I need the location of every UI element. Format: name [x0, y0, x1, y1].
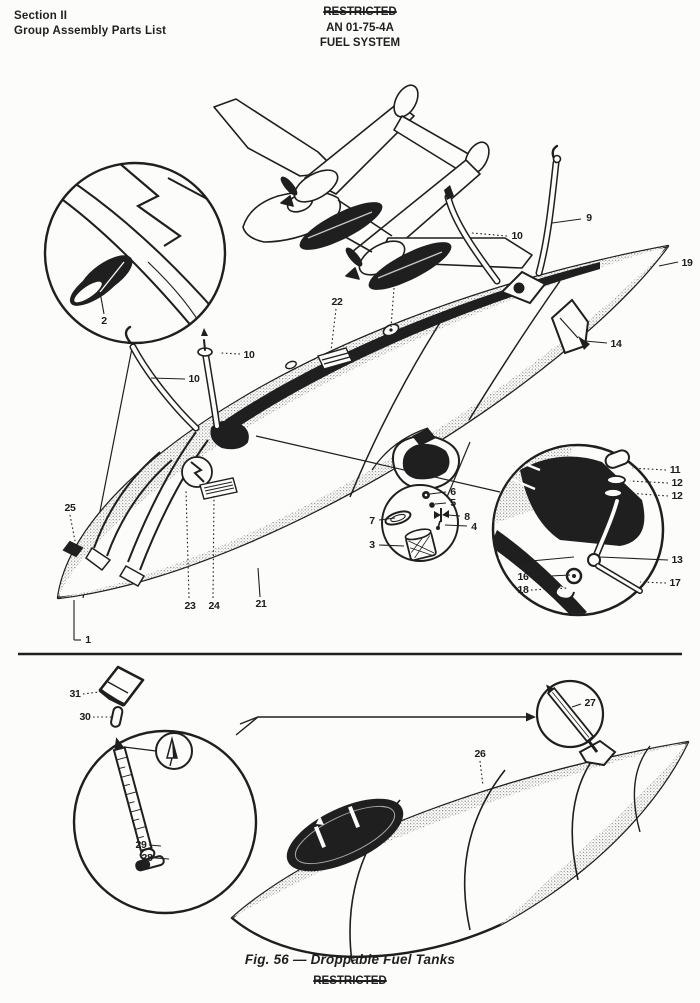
callout-number: 12	[671, 477, 683, 489]
callout-number: 6	[450, 486, 456, 498]
callout-number: 11	[669, 464, 681, 476]
gauge-leader-arrow	[236, 713, 536, 736]
gauge-stick-inset	[74, 731, 256, 913]
stick-tip-inset	[156, 733, 192, 769]
callout-number: 22	[331, 296, 343, 308]
callout-number: 28	[141, 852, 153, 864]
callout-number: 31	[69, 688, 81, 700]
wing-detail-inset	[45, 162, 264, 343]
cap-parts-inset	[382, 485, 458, 561]
callout-number: 16	[517, 571, 529, 583]
adapter-plug	[110, 706, 123, 727]
deflector-scoop	[100, 667, 143, 705]
callout-number: 1	[85, 634, 91, 646]
callout-number: 15	[517, 555, 529, 567]
section-sublabel: Group Assembly Parts List	[14, 24, 167, 37]
callout-number: 19	[681, 257, 693, 269]
rod-detail-inset	[537, 681, 603, 752]
callout-number: 20	[389, 275, 401, 287]
callout-number: 10	[511, 230, 523, 242]
shackle-detail-inset	[490, 442, 663, 626]
callout-number: 17	[669, 577, 681, 589]
callout-number: 9	[586, 212, 592, 224]
system-title: FUEL SYSTEM	[319, 37, 401, 50]
callout-number: 29	[135, 839, 147, 851]
callout-number: 8	[464, 511, 470, 523]
callout-number: 4	[471, 521, 477, 533]
callout-number: 24	[208, 600, 220, 612]
callout-number: 23	[184, 600, 196, 612]
callout-number: 30	[79, 711, 91, 723]
callout-number: 14	[610, 338, 622, 350]
callout-number: 25	[64, 502, 76, 514]
callout-number: 12	[671, 490, 683, 502]
callout-number: 10	[243, 349, 255, 361]
callout-number: 10	[188, 373, 200, 385]
lower-fuel-tank	[232, 741, 688, 962]
callout-number: 3	[369, 539, 375, 551]
section-label: Section II	[14, 10, 68, 22]
restricted-stamp-top: RESTRICTED	[323, 6, 397, 18]
callout-number: 5	[450, 497, 456, 509]
restricted-stamp-bottom: RESTRICTED	[313, 975, 387, 987]
figure-caption: Fig. 56 — Droppable Fuel Tanks	[244, 952, 456, 967]
doc-number: AN 01-75-4A	[326, 21, 394, 34]
callout-number: 18	[517, 584, 529, 596]
callout-number: 27	[584, 697, 596, 709]
aircraft-silhouette	[214, 81, 532, 281]
callout-number: 26	[474, 748, 486, 760]
callout-number: 2	[101, 315, 107, 327]
callout-number: 21	[255, 598, 267, 610]
callout-number: 13	[671, 554, 683, 566]
callout-number: 7	[369, 515, 375, 527]
